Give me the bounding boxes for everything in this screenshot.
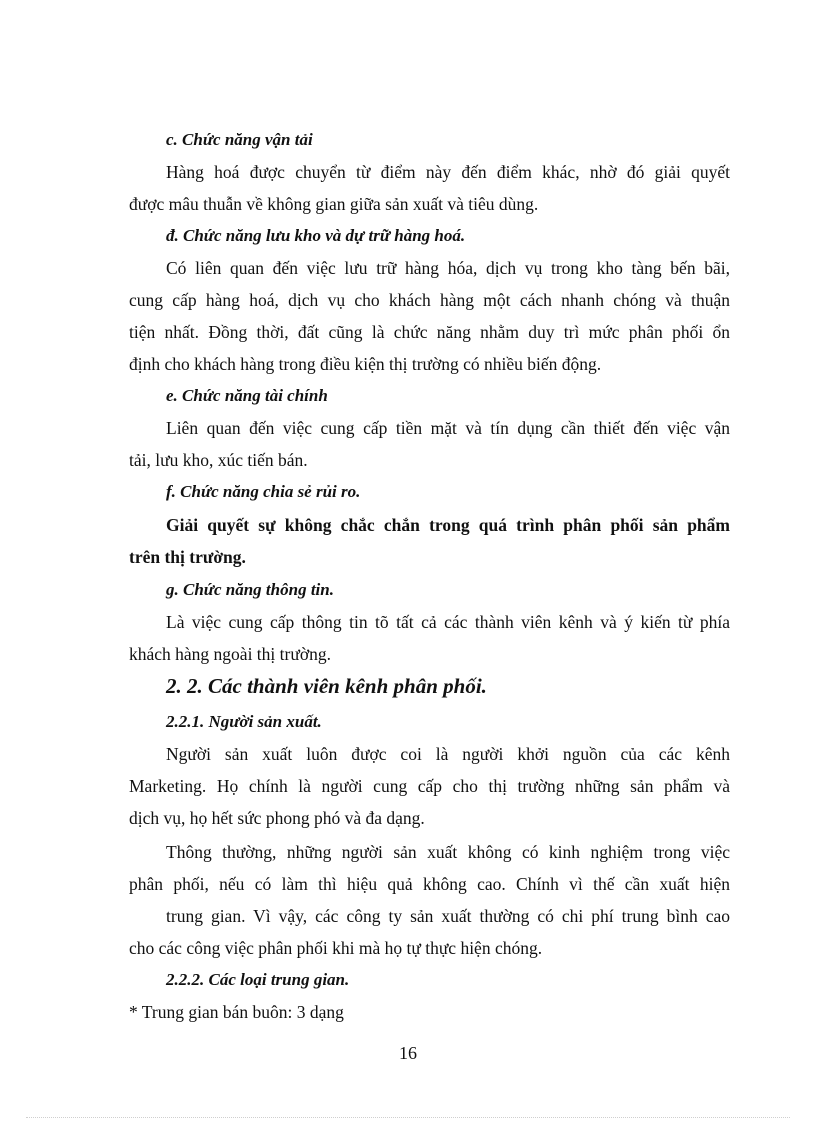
paragraph-line: định cho khách hàng trong điều kiện thị trường có nhiều biến động.: [129, 354, 602, 374]
paragraph-line-bold: trên thị trường.: [129, 547, 246, 567]
paragraph-line: tiện nhất. Đồng thời, đất cũng là chức năng nhằm duy trì mức phân phối ổn: [129, 322, 730, 342]
section-heading-2-2: 2. 2. Các thành viên kênh phân phối.: [166, 674, 487, 698]
paragraph-line: dịch vụ, họ hết sức phong phó và đa dạng.: [129, 808, 425, 828]
subheading-2-2-1: 2.2.1. Người sản xuất.: [166, 712, 322, 731]
paragraph-line: được mâu thuẫn về không gian giữa sản xuất và tiêu dùng.: [129, 194, 539, 214]
paragraph-line: Có liên quan đến việc lưu trữ hàng hóa, dịch vụ trong kho tàng bến bãi,: [166, 258, 730, 278]
bullet-line: * Trung gian bán buôn: 3 dạng: [129, 1002, 344, 1022]
paragraph-line: khách hàng ngoài thị trường.: [129, 644, 331, 664]
heading-g-information: g. Chức năng thông tin.: [166, 580, 334, 599]
paragraph-line: Người sản xuất luôn được coi là người khởi nguồn của các kênh: [166, 744, 730, 764]
heading-d-storage: đ. Chức năng lưu kho và dự trữ hàng hoá.: [166, 226, 466, 245]
paragraph-line: Thông thường, những người sản xuất không có kinh nghiệm trong việc: [166, 842, 730, 862]
heading-c-transport: c. Chức năng vận tải: [166, 130, 313, 149]
paragraph-line: tải, lưu kho, xúc tiến bán.: [129, 450, 308, 470]
paragraph-line: phân phối, nếu có làm thì hiệu quả không cao. Chính vì thế cần xuất hiện: [129, 874, 730, 894]
paragraph-line: trung gian. Vì vậy, các công ty sản xuất thường có chi phí trung bình cao: [166, 906, 730, 926]
paragraph-line: Marketing. Họ chính là người cung cấp cho thị trường những sản phẩm và: [129, 776, 730, 796]
paragraph-line: cung cấp hàng hoá, dịch vụ cho khách hàng một cách nhanh chóng và thuận: [129, 290, 730, 310]
paragraph-line: Là việc cung cấp thông tin tõ tất cả các thành viên kênh và ý kiến từ phía: [166, 612, 730, 632]
paragraph-line: Liên quan đến việc cung cấp tiền mặt và tín dụng cần thiết đến việc vận: [166, 418, 730, 438]
heading-f-risk: f. Chức năng chia sẻ rủi ro.: [166, 482, 361, 501]
footer-divider: [26, 1117, 790, 1118]
paragraph-line: Hàng hoá được chuyển từ điểm này đến điểm khác, nhờ đó giải quyết: [166, 162, 730, 182]
subheading-2-2-2: 2.2.2. Các loại trung gian.: [166, 970, 350, 989]
paragraph-line-bold: Giải quyết sự không chắc chắn trong quá trình phân phối sản phẩm: [166, 515, 730, 535]
page-number: 16: [399, 1043, 417, 1063]
heading-e-finance: e. Chức năng tài chính: [166, 386, 328, 405]
paragraph-line: cho các công việc phân phối khi mà họ tự thực hiện chóng.: [129, 938, 543, 958]
